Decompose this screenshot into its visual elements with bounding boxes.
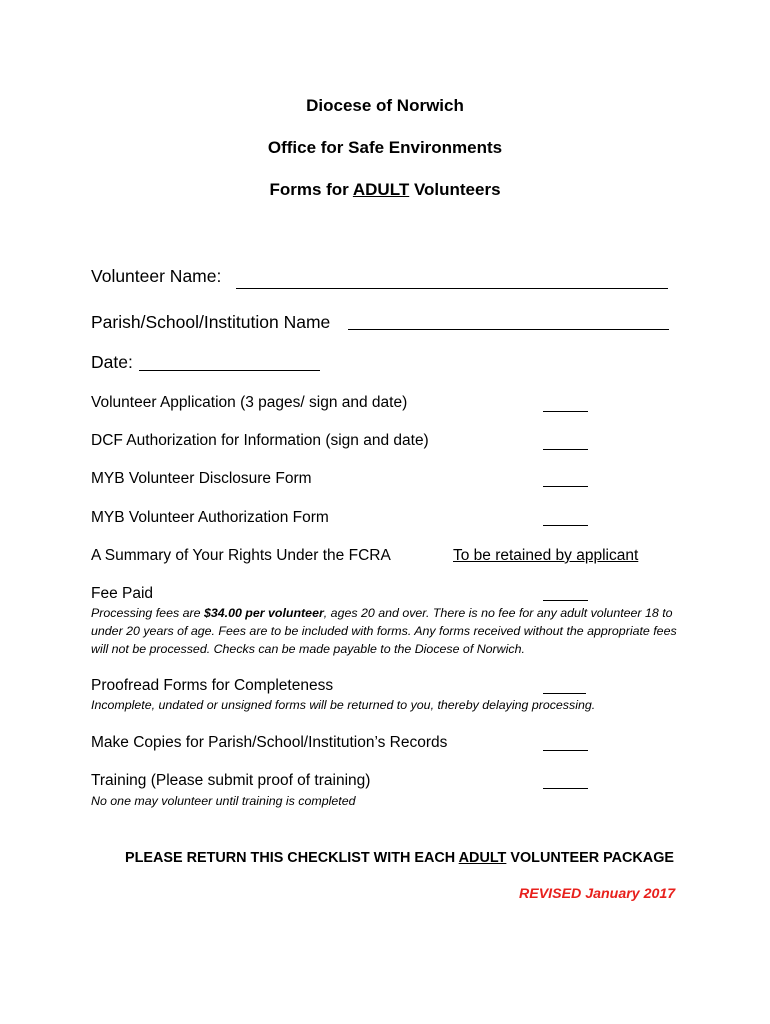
forms-title-emphasis: ADULT <box>352 180 410 199</box>
volunteer-application-item: Volunteer Application (3 pages/ sign and date) <box>91 394 408 411</box>
parish-name-field[interactable] <box>348 311 669 330</box>
fcra-summary-item: A Summary of Your Rights Under the FCRA <box>91 547 391 564</box>
myb-disclosure-item: MYB Volunteer Disclosure Form <box>91 470 312 487</box>
training-checkbox-line[interactable] <box>543 770 588 789</box>
fee-note <box>91 604 683 658</box>
date-label: Date: <box>91 352 133 372</box>
fee-amount: $34.00 per volunteer <box>203 606 324 620</box>
diocese-title: Diocese of Norwich <box>306 96 464 115</box>
office-title: Office for Safe Environments <box>267 138 503 157</box>
fee-paid-checkbox-line[interactable] <box>543 582 588 601</box>
volunteer-application-checkbox-line[interactable] <box>543 393 588 412</box>
proofread-checkbox-line[interactable] <box>543 675 586 694</box>
dcf-authorization-item: DCF Authorization for Information (sign and date) <box>91 432 429 449</box>
dcf-authorization-checkbox-line[interactable] <box>543 431 588 450</box>
myb-authorization-item: MYB Volunteer Authorization Form <box>91 509 329 526</box>
fcra-retained-text: To be retained by applicant <box>453 547 639 564</box>
fee-paid-item: Fee Paid <box>91 585 154 602</box>
forms-title-suffix: Volunteers <box>409 180 501 199</box>
forms-title-prefix: Forms for <box>269 180 353 199</box>
return-suffix: VOLUNTEER PACKAGE <box>506 850 674 866</box>
fee-note-post: , ages 20 and over. There is no fee for any adult volunteer 18 to under 20 years of age. Fees are to be included with forms. Any forms received without the appropriate fees will not be processed. Checks can be made payable to the Diocese of Norwich. <box>91 606 677 656</box>
volunteer-name-field[interactable] <box>236 270 668 289</box>
proofread-item: Proofread Forms for Completeness <box>91 677 334 694</box>
return-prefix: PLEASE RETURN THIS CHECKLIST WITH EACH <box>125 850 459 866</box>
myb-disclosure-checkbox-line[interactable] <box>543 468 588 487</box>
proofread-note: Incomplete, undated or unsigned forms will be returned to you, thereby delaying processing. <box>91 698 596 712</box>
volunteer-name-label: Volunteer Name: <box>91 266 222 286</box>
forms-title <box>0 180 770 200</box>
revised-date: REVISED January 2017 <box>519 886 676 902</box>
copies-item: Make Copies for Parish/School/Institution’s Records <box>91 734 448 751</box>
copies-checkbox-line[interactable] <box>543 732 588 751</box>
return-instruction <box>125 850 674 866</box>
fcra-retained-note <box>453 547 638 565</box>
parish-name-label: Parish/School/Institution Name <box>91 312 331 332</box>
fee-note-pre: Processing fees are <box>91 606 204 620</box>
date-field[interactable] <box>139 352 320 371</box>
training-item: Training (Please submit proof of training) <box>91 772 371 789</box>
return-emphasis: ADULT <box>458 850 507 866</box>
myb-authorization-checkbox-line[interactable] <box>543 507 588 526</box>
training-note: No one may volunteer until training is completed <box>91 794 356 808</box>
